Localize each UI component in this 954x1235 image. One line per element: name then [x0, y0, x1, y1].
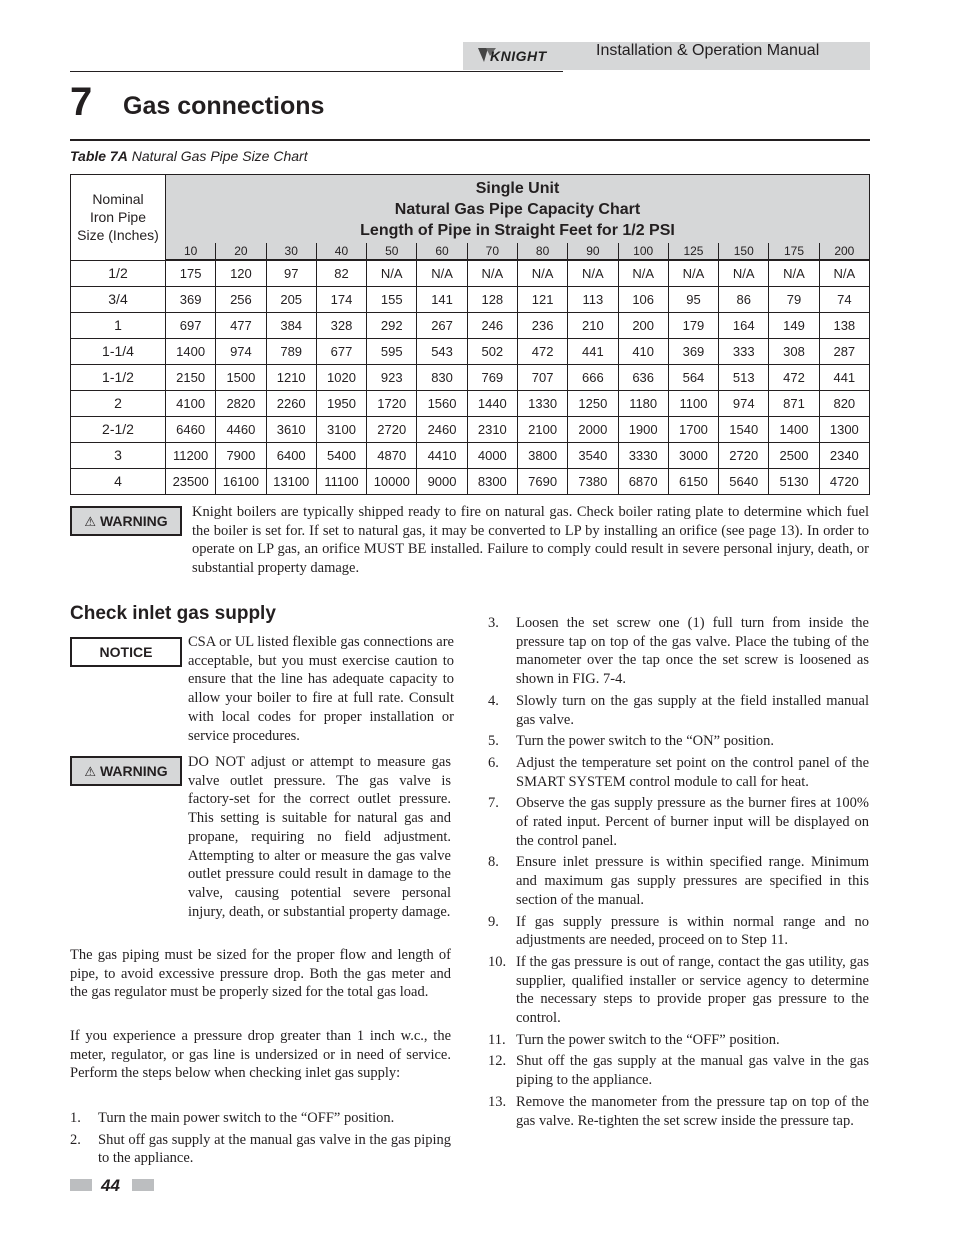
step-number: 9. — [488, 913, 499, 930]
step-text: Loosen the set screw one (1) full turn from inside the pressure tap on top of the gas valve. Place the tubing of the manometer over the tap once the set screw is loosened as shown in FIG. 7-4. — [516, 615, 869, 688]
pipe-size-cell: 1/2 — [71, 260, 166, 286]
capacity-cell: 1540 — [719, 416, 769, 442]
capacity-cell: 6400 — [266, 442, 316, 468]
capacity-cell: 1250 — [568, 390, 618, 416]
capacity-cell: 1700 — [668, 416, 718, 442]
capacity-cell: 236 — [517, 312, 567, 338]
capacity-cell: 6870 — [618, 468, 668, 494]
capacity-cell: 74 — [819, 286, 869, 312]
step-text: Turn the main power switch to the “OFF” position. — [98, 1110, 395, 1126]
step-number: 1. — [70, 1110, 81, 1126]
capacity-cell: 4870 — [367, 442, 417, 468]
capacity-cell: 155 — [367, 286, 417, 312]
capacity-cell: 106 — [618, 286, 668, 312]
list-item — [488, 732, 869, 751]
step-text: Shut off gas supply at the manual gas valve in the gas piping to the appliance. — [98, 1131, 451, 1167]
capacity-cell: 149 — [769, 312, 819, 338]
capacity-cell: 11200 — [166, 442, 216, 468]
notice-text: CSA or UL listed flexible gas connections are acceptable, but you must exercise caution to ensure that the line has adequate capacity to allow your boiler to fire at full rate. Consult with local codes for proper installation or service procedures. — [188, 634, 454, 744]
capacity-cell: 369 — [166, 286, 216, 312]
capacity-cell: N/A — [367, 260, 417, 286]
capacity-cell: N/A — [568, 260, 618, 286]
capacity-cell: 11100 — [316, 468, 366, 494]
capacity-cell: 3100 — [316, 416, 366, 442]
step-text: Ensure inlet pressure is within specified range. Minimum and maximum gas supply pressures are specified in this section of the manual. — [516, 854, 869, 908]
column-header-length: 80 — [517, 243, 567, 260]
capacity-cell: 1500 — [216, 364, 266, 390]
corner-header-line: Iron Pipe — [89, 209, 147, 226]
capacity-cell: 2100 — [517, 416, 567, 442]
capacity-cell: 697 — [166, 312, 216, 338]
warning-badge — [70, 756, 182, 786]
capacity-cell: 384 — [266, 312, 316, 338]
capacity-cell: 477 — [216, 312, 266, 338]
capacity-cell: 677 — [316, 338, 366, 364]
step-text: Adjust the temperature set point on the control panel of the SMART SYSTEM control module to call for heat. — [516, 754, 869, 790]
step-number: 5. — [488, 733, 499, 750]
capacity-cell: 287 — [819, 338, 869, 364]
capacity-cell: 97 — [266, 260, 316, 286]
capacity-cell: 205 — [266, 286, 316, 312]
capacity-cell: 472 — [517, 338, 567, 364]
capacity-cell: 179 — [668, 312, 718, 338]
capacity-cell: 1440 — [467, 390, 517, 416]
column-header-length: 125 — [668, 243, 718, 260]
pipe-size-cell: 4 — [71, 468, 166, 494]
table-row — [71, 286, 870, 312]
capacity-cell: 2500 — [769, 442, 819, 468]
step-text: Remove the manometer from the pressure tap on top of the gas valve. Re-tighten the set screw inside the pressure tap. — [516, 1093, 869, 1129]
list-item — [488, 853, 869, 909]
step-text: Turn the power switch to the “ON” position. — [516, 733, 775, 750]
header-rule — [70, 71, 563, 72]
column-header-length: 90 — [568, 243, 618, 260]
chart-title-line: Length of Pipe in Straight Feet for 1/2 PSI — [360, 221, 675, 239]
capacity-cell: 2720 — [719, 442, 769, 468]
capacity-cell: 830 — [417, 364, 467, 390]
capacity-cell: 2310 — [467, 416, 517, 442]
footer-bar-right — [132, 1179, 154, 1191]
capacity-cell: 113 — [568, 286, 618, 312]
capacity-cell: N/A — [467, 260, 517, 286]
capacity-cell: 441 — [568, 338, 618, 364]
steps-list-left — [70, 1109, 451, 1171]
capacity-cell: 595 — [367, 338, 417, 364]
capacity-cell: 308 — [769, 338, 819, 364]
table-row — [71, 312, 870, 338]
capacity-cell: 1180 — [618, 390, 668, 416]
capacity-cell: 6460 — [166, 416, 216, 442]
step-number: 4. — [488, 692, 499, 709]
warning-triangle-icon: ⚠ — [84, 764, 97, 779]
capacity-cell: 564 — [668, 364, 718, 390]
capacity-cell: 6150 — [668, 468, 718, 494]
capacity-cell: 707 — [517, 364, 567, 390]
capacity-cell: 1100 — [668, 390, 718, 416]
section-title: Check inlet gas supply — [70, 603, 276, 624]
column-header-length: 20 — [216, 243, 266, 260]
logo-text: KNIGHT — [490, 48, 547, 64]
capacity-cell: 3540 — [568, 442, 618, 468]
table-row — [71, 468, 870, 494]
warning-badge — [70, 506, 182, 536]
list-item — [70, 1131, 451, 1168]
column-header-length: 30 — [266, 243, 316, 260]
table-caption-text: Natural Gas Pipe Size Chart — [127, 148, 308, 164]
capacity-cell: 502 — [467, 338, 517, 364]
capacity-cell: 328 — [316, 312, 366, 338]
list-item — [488, 1031, 869, 1050]
capacity-cell: 95 — [668, 286, 718, 312]
warning-label: WARNING — [99, 513, 168, 529]
list-item — [488, 754, 869, 791]
capacity-cell: 121 — [517, 286, 567, 312]
capacity-cell: 472 — [769, 364, 819, 390]
capacity-cell: 923 — [367, 364, 417, 390]
capacity-cell: 2340 — [819, 442, 869, 468]
capacity-cell: 441 — [819, 364, 869, 390]
column-header-length: 200 — [819, 243, 869, 260]
chart-title-line: Single Unit — [475, 179, 560, 197]
capacity-cell: 1400 — [769, 416, 819, 442]
capacity-cell: 16100 — [216, 468, 266, 494]
manual-title: Installation & Operation Manual — [596, 42, 820, 59]
capacity-cell: 4460 — [216, 416, 266, 442]
warning-label: WARNING — [99, 763, 168, 779]
table-caption-label: Table 7A — [70, 148, 128, 164]
capacity-cell: 4720 — [819, 468, 869, 494]
capacity-cell: 369 — [668, 338, 718, 364]
chart-title-line: Natural Gas Pipe Capacity Chart — [394, 200, 641, 218]
capacity-cell: 871 — [769, 390, 819, 416]
gas-pipe-capacity-table — [70, 174, 870, 501]
capacity-cell: 141 — [417, 286, 467, 312]
capacity-cell: 200 — [618, 312, 668, 338]
capacity-cell: 820 — [819, 390, 869, 416]
list-item — [488, 1093, 869, 1130]
knight-logo — [476, 42, 554, 70]
step-text: If gas supply pressure is within normal range and no adjustments are needed, proceed on to Step 11. — [516, 913, 869, 949]
pipe-size-cell: 2-1/2 — [71, 416, 166, 442]
step-text: Turn the power switch to the “OFF” position. — [516, 1031, 780, 1048]
step-number: 11. — [488, 1031, 506, 1048]
capacity-cell: 3610 — [266, 416, 316, 442]
capacity-cell: 4000 — [467, 442, 517, 468]
warning-text: Knight boilers are typically shipped ready to fire on natural gas. Check boiler rating plate to determine which fuel the boiler is set for. If set to natural gas, it may be converted to LP by installing an orifice (see page 13). In order to operate on LP gas, an orifice MUST BE installed. Failure to comply could result in severe personal injury, death, or substantial property damage. — [192, 504, 869, 577]
capacity-cell: N/A — [668, 260, 718, 286]
list-item — [488, 794, 869, 850]
capacity-cell: 333 — [719, 338, 769, 364]
step-number: 10. — [488, 953, 507, 970]
capacity-cell: N/A — [769, 260, 819, 286]
step-number: 7. — [488, 795, 499, 812]
capacity-cell: 3330 — [618, 442, 668, 468]
capacity-cell: 1560 — [417, 390, 467, 416]
capacity-cell: 128 — [467, 286, 517, 312]
capacity-cell: 789 — [266, 338, 316, 364]
capacity-cell: 410 — [618, 338, 668, 364]
capacity-cell: 2260 — [266, 390, 316, 416]
corner-header-line: Size (Inches) — [77, 227, 159, 244]
capacity-cell: 246 — [467, 312, 517, 338]
capacity-cell: 120 — [216, 260, 266, 286]
capacity-cell: 2460 — [417, 416, 467, 442]
pipe-size-cell: 1 — [71, 312, 166, 338]
capacity-cell: 5640 — [719, 468, 769, 494]
corner-header-line: Nominal — [92, 191, 144, 208]
chapter-number: 7 — [70, 80, 93, 124]
capacity-cell: 3800 — [517, 442, 567, 468]
column-header-length: 40 — [316, 243, 366, 260]
table-row — [71, 338, 870, 364]
chart-title — [166, 175, 870, 244]
capacity-cell: 2820 — [216, 390, 266, 416]
step-text: If the gas pressure is out of range, contact the gas utility, gas supplier, qualified installer or service agency to determine the necessary steps to provide proper gas pressure to the control. — [516, 953, 869, 1027]
capacity-cell: 7690 — [517, 468, 567, 494]
column-header-length: 50 — [367, 243, 417, 260]
capacity-cell: 1210 — [266, 364, 316, 390]
capacity-cell: 2720 — [367, 416, 417, 442]
capacity-cell: 292 — [367, 312, 417, 338]
capacity-cell: 974 — [719, 390, 769, 416]
column-header-length: 150 — [719, 243, 769, 260]
capacity-cell: 513 — [719, 364, 769, 390]
capacity-cell: 2000 — [568, 416, 618, 442]
capacity-cell: 666 — [568, 364, 618, 390]
capacity-cell: N/A — [618, 260, 668, 286]
capacity-cell: 5400 — [316, 442, 366, 468]
table-caption — [70, 148, 308, 164]
body-paragraph: The gas piping must be sized for the proper flow and length of pipe, to avoid excessive pressure drop. Both the gas meter and the gas regulator must be properly sized for the total gas load. — [70, 947, 451, 1001]
capacity-cell: 4410 — [417, 442, 467, 468]
step-number: 6. — [488, 754, 499, 771]
column-header-length: 60 — [417, 243, 467, 260]
chapter-title: Gas connections — [123, 92, 325, 120]
capacity-cell: 138 — [819, 312, 869, 338]
step-number: 2. — [70, 1131, 81, 1148]
capacity-cell: 4100 — [166, 390, 216, 416]
column-header-length: 175 — [769, 243, 819, 260]
capacity-cell: 769 — [467, 364, 517, 390]
capacity-cell: 86 — [719, 286, 769, 312]
capacity-cell: 79 — [769, 286, 819, 312]
notice-badge — [70, 637, 182, 667]
capacity-cell: 164 — [719, 312, 769, 338]
capacity-cell: 7380 — [568, 468, 618, 494]
step-text: Slowly turn on the gas supply at the field installed manual gas valve. — [516, 692, 869, 728]
capacity-cell: 636 — [618, 364, 668, 390]
capacity-cell: N/A — [417, 260, 467, 286]
capacity-cell: 13100 — [266, 468, 316, 494]
step-number: 12. — [488, 1053, 507, 1070]
steps-list-right — [488, 614, 869, 1133]
capacity-cell: 174 — [316, 286, 366, 312]
step-number: 3. — [488, 615, 499, 631]
capacity-cell: 1300 — [819, 416, 869, 442]
capacity-cell: 3000 — [668, 442, 718, 468]
column-header-length: 10 — [166, 243, 216, 260]
table-row — [71, 390, 870, 416]
notice-label: NOTICE — [99, 644, 153, 660]
capacity-cell: 1400 — [166, 338, 216, 364]
capacity-cell: 82 — [316, 260, 366, 286]
capacity-cell: 7900 — [216, 442, 266, 468]
capacity-cell: N/A — [719, 260, 769, 286]
capacity-cell: N/A — [517, 260, 567, 286]
pipe-size-cell: 1-1/4 — [71, 338, 166, 364]
capacity-cell: 1900 — [618, 416, 668, 442]
capacity-cell: 267 — [417, 312, 467, 338]
pipe-size-cell: 1-1/2 — [71, 364, 166, 390]
table-row — [71, 416, 870, 442]
capacity-cell: 256 — [216, 286, 266, 312]
column-header-length: 70 — [467, 243, 517, 260]
capacity-cell: 23500 — [166, 468, 216, 494]
capacity-cell: 175 — [166, 260, 216, 286]
capacity-cell: 1020 — [316, 364, 366, 390]
list-item — [488, 692, 869, 729]
table-row — [71, 442, 870, 468]
list-item — [488, 1052, 869, 1089]
capacity-cell: 10000 — [367, 468, 417, 494]
warning-triangle-icon: ⚠ — [84, 514, 97, 529]
page-number: 44 — [101, 1176, 120, 1195]
table-row — [71, 260, 870, 286]
capacity-cell: 1330 — [517, 390, 567, 416]
step-number: 13. — [488, 1093, 507, 1110]
capacity-cell: 210 — [568, 312, 618, 338]
capacity-cell: 1950 — [316, 390, 366, 416]
capacity-cell: 9000 — [417, 468, 467, 494]
step-text: Observe the gas supply pressure as the burner fires at 100% of rated input. Percent of burner input will be displayed on the control panel. — [516, 795, 869, 849]
pipe-size-cell: 3 — [71, 442, 166, 468]
list-item — [488, 614, 869, 689]
capacity-cell: 5130 — [769, 468, 819, 494]
capacity-cell: 543 — [417, 338, 467, 364]
capacity-cell: 2150 — [166, 364, 216, 390]
pipe-size-cell: 2 — [71, 390, 166, 416]
list-item — [488, 953, 869, 1028]
capacity-cell: 8300 — [467, 468, 517, 494]
pipe-size-cell: 3/4 — [71, 286, 166, 312]
chapter-rule — [70, 139, 870, 141]
step-text: Shut off the gas supply at the manual gas valve in the gas piping to the appliance. — [516, 1053, 869, 1089]
list-item — [70, 1109, 451, 1128]
capacity-cell: 1720 — [367, 390, 417, 416]
capacity-cell: N/A — [819, 260, 869, 286]
corner-header — [71, 175, 166, 261]
column-header-length: 100 — [618, 243, 668, 260]
list-item — [488, 913, 869, 950]
footer-bar-left — [70, 1179, 92, 1191]
table-row — [71, 364, 870, 390]
body-paragraph: If you experience a pressure drop greater than 1 inch w.c., the meter, regulator, or gas line is undersized or in need of service. Perform the steps below when checking inlet gas supply: — [70, 1028, 451, 1082]
step-number: 8. — [488, 854, 499, 871]
warning-text: DO NOT adjust or attempt to measure gas valve outlet pressure. The gas valve is factory-set for the correct outlet pressure. This setting is suitable for natural gas and propane, requiring no field adjustment. Attempting to alter or measure the gas valve outlet pressure could result in damage to the valve, causing potential severe personal injury, death, or substantial property damage. — [188, 754, 451, 920]
capacity-cell: 974 — [216, 338, 266, 364]
